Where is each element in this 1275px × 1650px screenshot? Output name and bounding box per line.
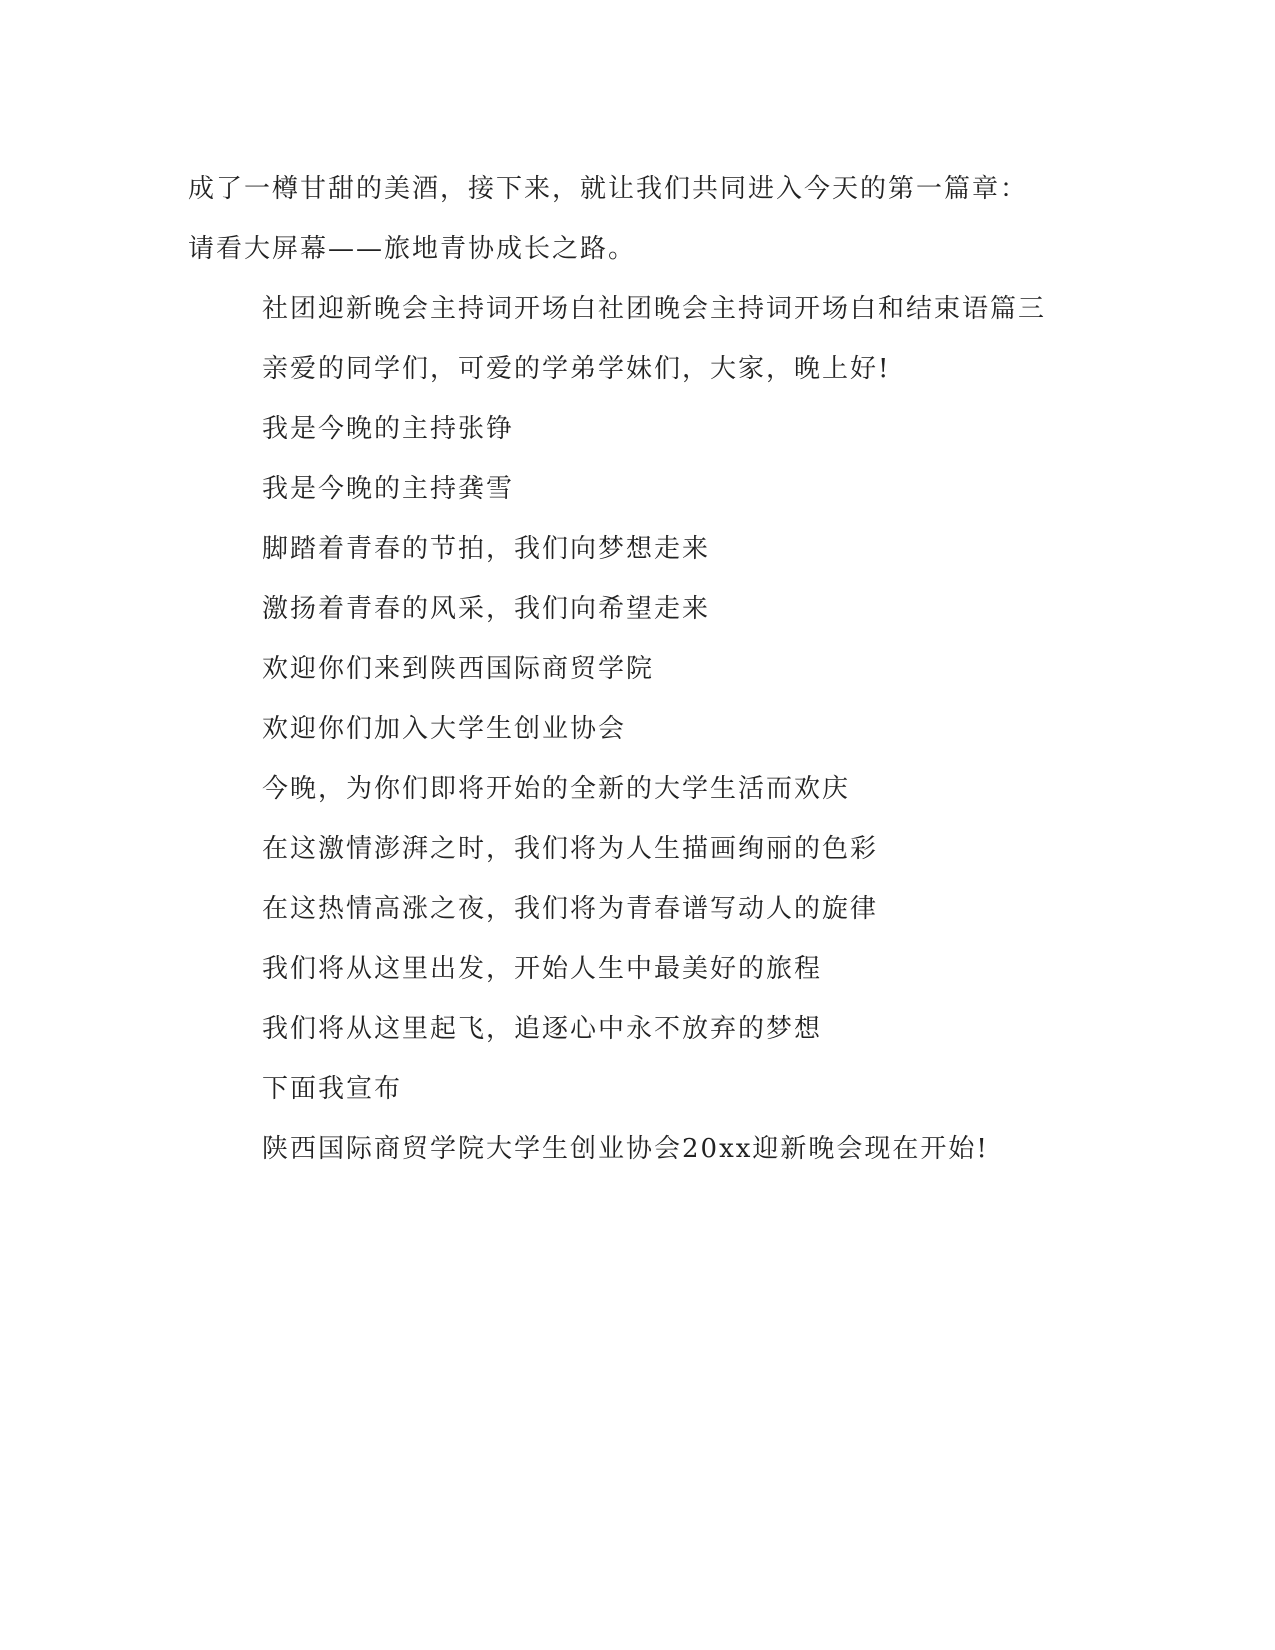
text-line: 陕西国际商贸学院大学生创业协会20xx迎新晚会现在开始! — [262, 1134, 989, 1164]
text-line: 亲爱的同学们，可爱的学弟学妹们，大家，晚上好! — [262, 354, 891, 384]
text-line: 成了一樽甘甜的美酒，接下来，就让我们共同进入今天的第一篇章： — [188, 174, 1029, 204]
text-line: 在这激情澎湃之时，我们将为人生描画绚丽的色彩 — [262, 834, 879, 864]
text-line: 今晚，为你们即将开始的全新的大学生活而欢庆 — [262, 774, 851, 804]
text-line: 欢迎你们来到陕西国际商贸学院 — [262, 654, 655, 684]
text-line: 请看大屏幕——旅地青协成长之路。 — [188, 234, 637, 264]
text-line: 我是今晚的主持张铮 — [262, 414, 515, 444]
text-line: 我是今晚的主持龚雪 — [262, 474, 515, 504]
text-line: 在这热情高涨之夜，我们将为青春谱写动人的旋律 — [262, 894, 879, 924]
text-line: 脚踏着青春的节拍，我们向梦想走来 — [262, 534, 711, 564]
text-line: 欢迎你们加入大学生创业协会 — [262, 714, 627, 744]
text-line: 我们将从这里出发，开始人生中最美好的旅程 — [262, 954, 823, 984]
text-line: 我们将从这里起飞，追逐心中永不放弃的梦想 — [262, 1014, 823, 1044]
text-line: 下面我宣布 — [262, 1074, 403, 1104]
section-heading: 社团迎新晚会主持词开场白社团晚会主持词开场白和结束语篇三 — [262, 294, 1047, 324]
text-line: 激扬着青春的风采，我们向希望走来 — [262, 594, 711, 624]
